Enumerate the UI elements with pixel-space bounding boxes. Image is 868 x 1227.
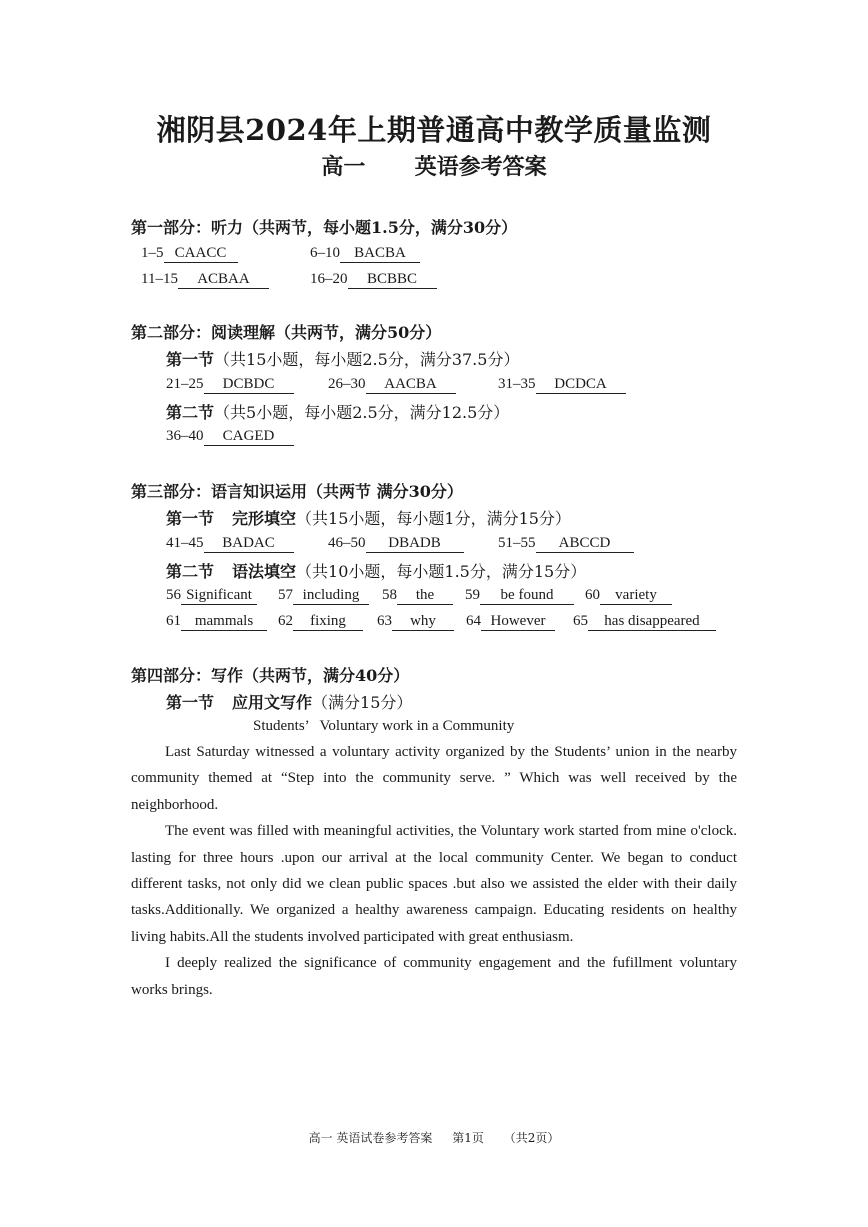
part1-answer-2 — [310, 245, 420, 263]
footer-total: （共2页） — [503, 1131, 560, 1145]
answer-blank: why — [392, 613, 454, 631]
part2-answer-4 — [166, 428, 294, 446]
item-number: 64 — [466, 613, 481, 629]
answer-blank: BCBBC — [348, 271, 437, 289]
subtitle-name: 英语参考答案 — [414, 154, 547, 180]
grammar-item-60 — [585, 587, 672, 605]
section-type: 应用文写作 — [232, 693, 313, 712]
part1-answer-1 — [141, 245, 238, 263]
part1-answer-3 — [141, 271, 269, 289]
page-footer — [0, 1129, 868, 1146]
answer-blank: be found — [480, 587, 574, 605]
section-type: 完形填空 — [232, 509, 297, 528]
grammar-item-63 — [377, 613, 454, 631]
grammar-item-58 — [382, 587, 453, 605]
part3-heading: 第三部分：语言知识运用（共两节 满分30分） — [131, 482, 463, 501]
answer-blank: Significant — [181, 587, 257, 605]
grammar-item-64 — [466, 613, 555, 631]
item-number: 56 — [166, 587, 181, 603]
answer-range: 26–30 — [328, 376, 366, 392]
answer-range: 21–25 — [166, 376, 204, 392]
answer-blank: including — [293, 587, 369, 605]
page-subtitle — [0, 150, 868, 181]
answer-range: 11–15 — [141, 271, 178, 287]
section-label: 第一节 — [166, 350, 215, 369]
item-number: 62 — [278, 613, 293, 629]
grammar-item-61 — [166, 613, 267, 631]
section-label: 第一节 — [166, 509, 215, 528]
essay-title: Students’ Voluntary work in a Community — [253, 718, 515, 734]
essay-paragraph: Last Saturday witnessed a voluntary activity organized by the Students’ union in the nearby community themed at “Step into the community serve. ” Which was well received by the neighborhood. — [131, 744, 737, 813]
answer-blank: AACBA — [366, 376, 456, 394]
part3-answer-1 — [166, 535, 294, 553]
section-note: （满分15分） — [312, 693, 413, 712]
part1-heading: 第一部分：听力（共两节，每小题1.5分，满分30分） — [131, 218, 518, 237]
item-number: 60 — [585, 587, 600, 603]
section-label: 第二节 — [166, 403, 215, 422]
item-number: 61 — [166, 613, 181, 629]
item-number: 59 — [465, 587, 480, 603]
subtitle-grade: 高一 — [321, 154, 366, 180]
part3-answer-2 — [328, 535, 464, 553]
answer-blank: DBADB — [366, 535, 464, 553]
answer-range: 1–5 — [141, 245, 164, 261]
grammar-item-65 — [573, 613, 716, 631]
item-number: 65 — [573, 613, 588, 629]
answer-blank: ACBAA — [178, 271, 269, 289]
footer-doc: 高一 英语试卷参考答案 — [308, 1131, 433, 1145]
part4-section1-header — [166, 690, 412, 713]
answer-blank: the — [397, 587, 453, 605]
answer-blank: However — [481, 613, 555, 631]
grammar-item-62 — [278, 613, 363, 631]
grammar-item-59 — [465, 587, 574, 605]
answer-blank: fixing — [293, 613, 363, 631]
answer-blank: mammals — [181, 613, 267, 631]
essay-paragraph: The event was filled with meaningful activities, the Voluntary work started from mine o'clock. lasting for three hours .upon our arrival at the local community Center. We began to conduct different tasks, not only did we clean public spaces .but also we assisted the elder with their daily tasks.Additionally. We organized a healthy awareness campaign. Educating residents on healthy living habits.All the students involved participated with great enthusiasm. — [131, 823, 737, 945]
part4-heading: 第四部分：写作（共两节，满分40分） — [131, 666, 410, 685]
answer-blank: variety — [600, 587, 672, 605]
answer-blank: DCBDC — [204, 376, 294, 394]
section-note: （共15小题，每小题2.5分，满分37.5分） — [214, 350, 520, 369]
footer-page: 第1页 — [452, 1131, 484, 1145]
answer-range: 16–20 — [310, 271, 348, 287]
answer-blank: DCDCA — [536, 376, 626, 394]
answer-range: 36–40 — [166, 428, 204, 444]
part2-answer-1 — [166, 376, 294, 394]
answer-blank: BADAC — [204, 535, 294, 553]
part2-answer-2 — [328, 376, 456, 394]
part2-section2-header — [166, 400, 509, 423]
part2-answer-3 — [498, 376, 626, 394]
section-type: 语法填空 — [232, 562, 297, 581]
part2-heading: 第二部分：阅读理解（共两节，满分50分） — [131, 323, 442, 342]
item-number: 57 — [278, 587, 293, 603]
part3-section2-header — [166, 559, 586, 582]
part3-section1-header — [166, 506, 571, 529]
answer-blank: CAGED — [204, 428, 294, 446]
answer-blank: CAACC — [164, 245, 238, 263]
part1-answer-4 — [310, 271, 437, 289]
answer-blank: BACBA — [340, 245, 420, 263]
section-note: （共10小题，每小题1.5分，满分15分） — [296, 562, 587, 581]
section-label: 第一节 — [166, 693, 215, 712]
essay-paragraph: I deeply realized the significance of community engagement and the fufillment voluntary works brings. — [131, 955, 737, 998]
grammar-item-57 — [278, 587, 369, 605]
section-note: （共5小题，每小题2.5分，满分12.5分） — [214, 403, 510, 422]
answer-range: 31–35 — [498, 376, 536, 392]
answer-range: 46–50 — [328, 535, 366, 551]
answer-range: 41–45 — [166, 535, 204, 551]
answer-range: 51–55 — [498, 535, 536, 551]
grammar-item-56 — [166, 587, 257, 605]
essay-body — [131, 739, 737, 1003]
part2-section1-header — [166, 347, 519, 370]
part3-answer-3 — [498, 535, 634, 553]
answer-blank: ABCCD — [536, 535, 634, 553]
section-label: 第二节 — [166, 562, 215, 581]
item-number: 63 — [377, 613, 392, 629]
section-note: （共15小题，每小题1分，满分15分） — [296, 509, 571, 528]
answer-blank: has disappeared — [588, 613, 716, 631]
page-title: 湘阴县2024年上期普通高中教学质量监测 — [156, 113, 712, 147]
answer-range: 6–10 — [310, 245, 340, 261]
item-number: 58 — [382, 587, 397, 603]
